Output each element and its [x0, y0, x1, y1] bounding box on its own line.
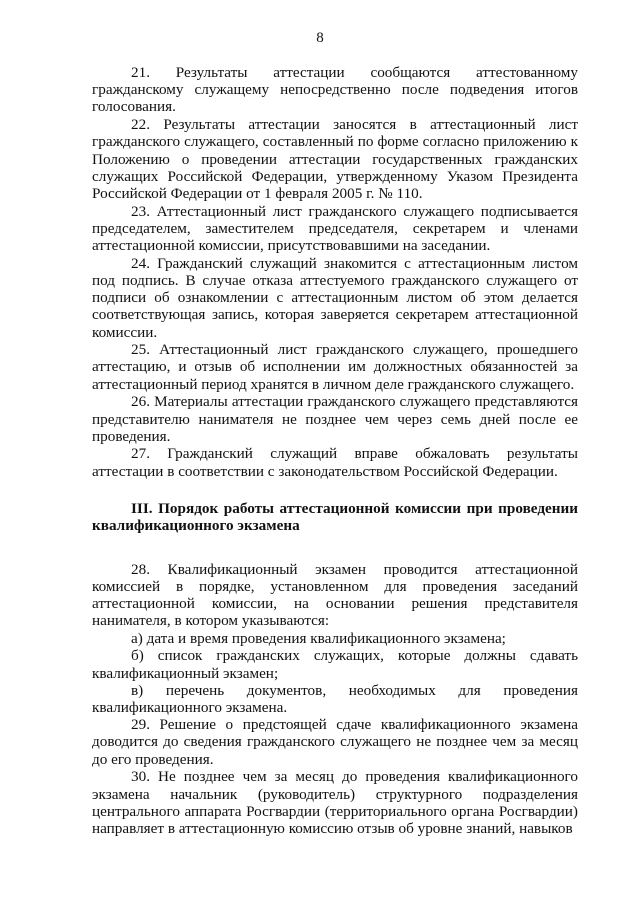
page-number: 8	[316, 30, 324, 46]
paragraph-30: 30. Не позднее чем за месяц до проведения квалификационного экзамена начальник (руководитель) структурного подразделения центрального аппарата Росгвардии (территориального органа Росгвардии) направляет в аттестационную комиссию отзыв об уровне знаний, навыков	[92, 768, 578, 837]
paragraph-22: 22. Результаты аттестации заносятся в аттестационный лист гражданского служащего, составленный по форме согласно приложению к Положению о проведении аттестации государственных гражданских служащих Российской Федерации, утвержденному Указом Президента Российской Федерации от 1 февраля 2005 г. № 110.	[92, 116, 578, 202]
paragraph-26: 26. Материалы аттестации гражданского служащего представляются представителю нанимателя не позднее чем через семь дней после ее проведения.	[92, 393, 578, 445]
document-body	[92, 64, 578, 838]
paragraph-21: 21. Результаты аттестации сообщаются аттестованному гражданскому служащему непосредственно после подведения итогов голосования.	[92, 64, 578, 116]
list-item-c: в) перечень документов, необходимых для проведения квалификационного экзамена.	[92, 681, 578, 716]
paragraph-25: 25. Аттестационный лист гражданского служащего, прошедшего аттестацию, и отзыв об исполнении им должностных обязанностей за аттестационный период хранятся в личном деле гражданского служащего.	[92, 341, 578, 393]
paragraph-24: 24. Гражданский служащий знакомится с аттестационным листом под подпись. В случае отказа аттестуемого гражданского служащего от подписи об ознакомлении с аттестационным листом об этом делается соответствующая запись, которая заверяется секретарем аттестационной комиссии.	[92, 254, 578, 341]
list-item-b: б) список гражданских служащих, которые должны сдавать квалификационный экзамен;	[92, 647, 578, 682]
paragraph-29: 29. Решение о предстоящей сдаче квалификационного экзамена доводится до сведения гражданского служащего не позднее чем за месяц до его проведения.	[92, 716, 578, 768]
paragraph-28: 28. Квалификационный экзамен проводится аттестационной комиссией в порядке, установленном для проведения заседаний аттестационной комиссии, на основании решения представителя нанимателя, в котором указываются:	[92, 560, 578, 630]
paragraph-27: 27. Гражданский служащий вправе обжаловать результаты аттестации в соответствии с законодательством Российской Федерации.	[92, 445, 578, 480]
list-item-a: а) дата и время проведения квалификационного экзамена;	[131, 630, 506, 648]
paragraph-23: 23. Аттестационный лист гражданского служащего подписывается председателем, заместителем председателя, секретарем и членами аттестационной комиссии, присутствовавшими на заседании.	[92, 202, 578, 255]
section-heading: III. Порядок работы аттестационной комиссии при проведении квалификационного экзамена	[92, 499, 578, 535]
